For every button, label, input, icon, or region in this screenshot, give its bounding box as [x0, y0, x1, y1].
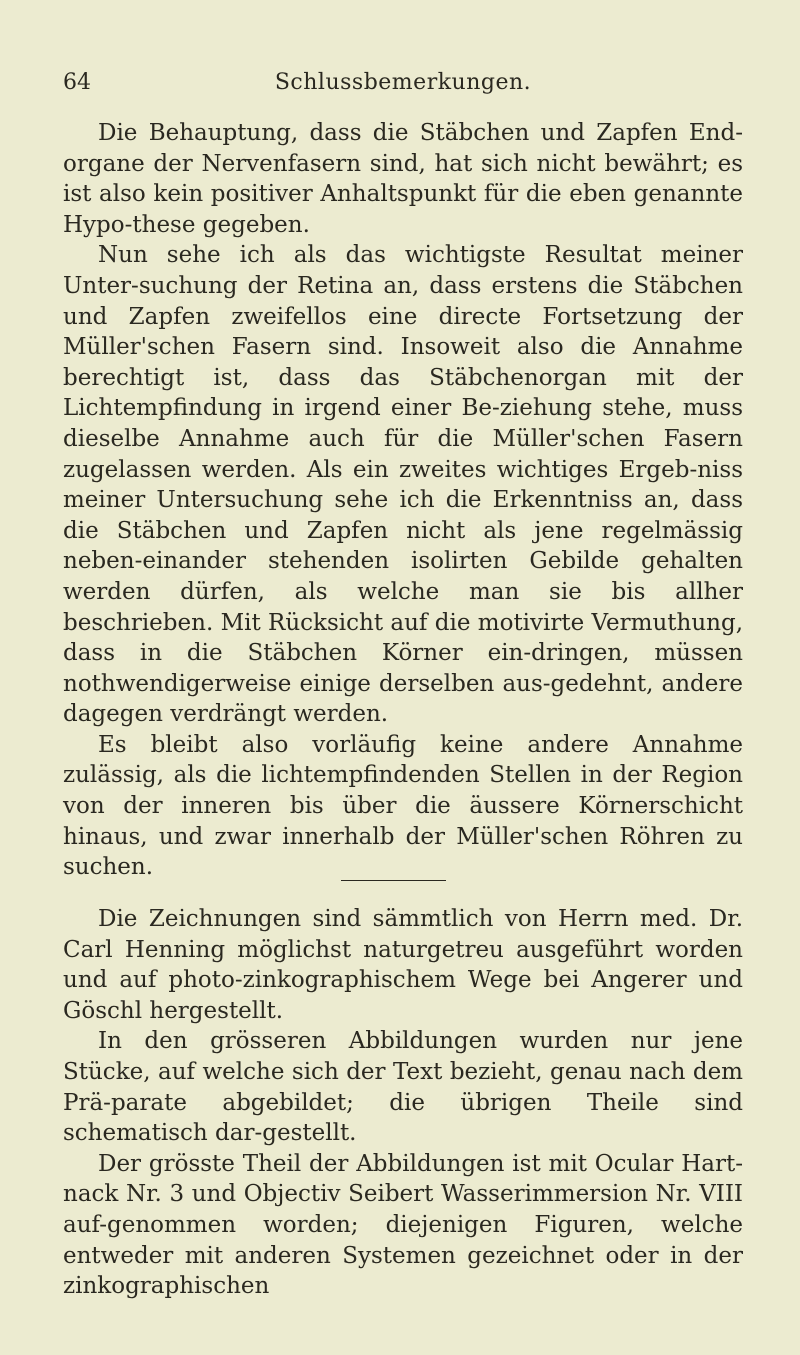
paragraph: Es bleibt also vorläufig keine andere Annahme zulässig, als die lichtempfindenden Stellen in der Region von der inneren bis über die äussere Körnerschicht hinaus, und zwar innerhalb der Müller'schen Röhren zu suchen. — [63, 731, 743, 881]
paragraph: Der grösste Theil der Abbildungen ist mit Ocular Hart-nack Nr. 3 und Objectiv Seibert Wasserimmersion Nr. VIII auf-genommen worden; diejenigen Figuren, welche entweder mit anderen Systemen gezeichnet oder in der zinkographischen — [63, 1150, 743, 1300]
paragraph: Die Behauptung, dass die Stäbchen und Zapfen End-organe der Nervenfasern sind, hat sich nicht bewährt; es ist also kein positiver Anhaltspunkt für die eben genannte Hypo-these gegeben. — [63, 120, 743, 238]
paragraph: Die Zeichnungen sind sämmtlich von Herrn med. Dr. Carl Henning möglichst naturgetreu ausgeführt worden und auf photo-zinkographischem Wege bei Angerer und Göschl hergestellt. — [63, 906, 743, 1024]
illustration-notes — [63, 904, 743, 1302]
page-number: 64 — [63, 70, 91, 95]
page-header — [63, 70, 743, 100]
section-divider — [341, 880, 446, 881]
paragraph: In den grösseren Abbildungen wurden nur jene Stücke, auf welche sich der Text bezieht, genau nach dem Prä-parate abgebildet; die übrigen Theile sind schematisch dar-gestellt. — [63, 1028, 743, 1147]
paragraph: Nun sehe ich als das wichtigste Resultat meiner Unter-suchung der Retina an, dass erstens die Stäbchen und Zapfen zweifellos eine directe Fortsetzung der Müller'schen Fasern sind. Insoweit also die Annahme berechtigt ist, dass das Stäbchenorgan mit der Lichtempfindung in irgend einer Be-ziehung stehe, muss dieselbe Annahme auch für die Müller'schen Fasern zugelassen werden. Als ein zweites wichtiges Ergeb-niss meiner Untersuchung sehe ich die Erkenntniss an, dass die Stäbchen und Zapfen nicht als jene regelmässig neben-einander stehenden isolirten Gebilde gehalten werden dürfen, als welche man sie bis allher beschrieben. Mit Rücksicht auf die motivirte Vermuthung, dass in die Stäbchen Körner ein-dringen, müssen nothwendigerweise einige derselben aus-gedehnt, andere dagegen verdrängt werden. — [63, 242, 743, 728]
running-head: Schlussbemerkungen. — [274, 70, 532, 95]
conclusion-text — [63, 118, 743, 883]
